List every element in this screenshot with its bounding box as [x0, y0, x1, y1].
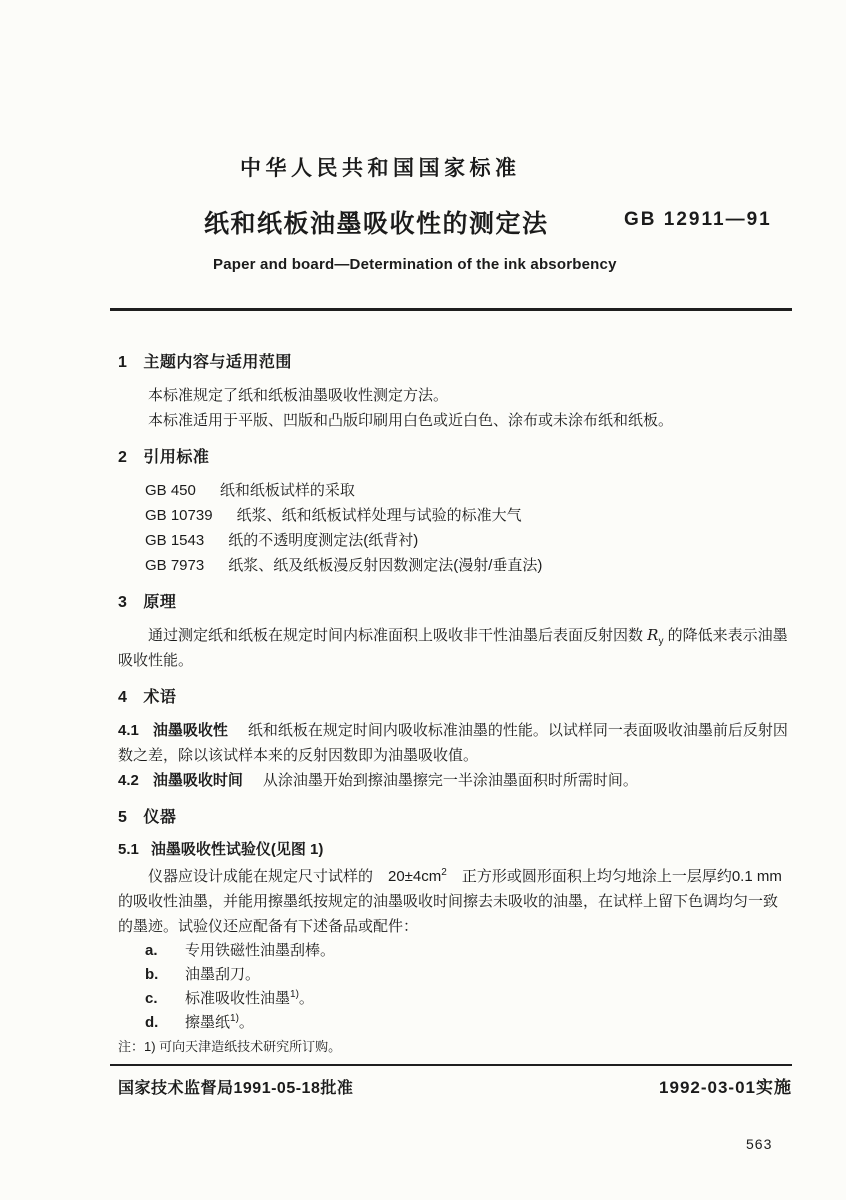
reference-code: GB 10739: [145, 507, 213, 524]
paragraph: 本标准规定了纸和纸板油墨吸收性测定方法。: [148, 387, 449, 404]
page-number: 563: [746, 1136, 773, 1152]
reference-code: GB 450: [145, 482, 196, 499]
approval-notice: 国家技术监督局1991-05-18批准: [118, 1080, 354, 1097]
footnote-marker: 1): [290, 989, 299, 1000]
list-label: a.: [145, 942, 158, 959]
footer: [110, 1073, 792, 1098]
list-text: 专用铁磁性油墨刮棒。: [185, 942, 336, 959]
paragraph: [118, 623, 792, 673]
implementation-date: 1992-03-01实施: [659, 1078, 792, 1097]
paragraph-text: 的降低来表示油墨吸收性能。: [118, 627, 788, 669]
section-number: 3: [118, 594, 128, 611]
paragraph: [118, 864, 792, 939]
reference-code: GB 7973: [145, 557, 205, 574]
term-definition: [118, 768, 792, 793]
term-name: 油墨吸收性: [152, 722, 228, 739]
reference-title: 纸的不透明度测定法(纸背衬): [228, 532, 419, 549]
list-text-tail: 。: [238, 1014, 254, 1031]
page-title: 纸和纸板油墨吸收性的测定法: [204, 210, 549, 238]
term-definition: [118, 718, 792, 768]
reference-code: GB 1543: [145, 532, 205, 549]
list-text-tail: 。: [298, 990, 314, 1007]
list-item: [118, 987, 792, 1011]
section-3-heading: [118, 592, 792, 614]
section-number: 5: [118, 809, 128, 826]
term-text: 从涂油墨开始到擦油墨擦完一半涂油墨面积时所需时间。: [262, 772, 638, 789]
header-divider: [110, 308, 792, 311]
reference-item: [118, 528, 792, 553]
symbol-subscript: y: [658, 636, 664, 647]
list-text: 油墨刮刀。: [185, 966, 261, 983]
section-title: 术语: [143, 689, 177, 706]
english-subtitle: Paper and board—Determination of the ink absorbency: [213, 256, 617, 273]
reference-title: 纸浆、纸和纸板试样处理与试验的标准大气: [236, 507, 522, 524]
section-5-heading: [118, 807, 792, 829]
list-text: 擦墨纸: [185, 1014, 231, 1031]
list-item: [118, 1011, 792, 1035]
standard-number: GB 12911—91: [624, 209, 772, 230]
list-label: c.: [145, 990, 158, 1007]
clause-title: 油墨吸收性试验仪(见图 1): [150, 841, 324, 858]
section-number: 1: [118, 354, 128, 371]
paragraph-text: 仪器应设计成能在规定尺寸试样的 20±4cm: [148, 868, 442, 885]
footnote: 注：1) 可向天津造纸技术研究所订购。: [118, 1039, 342, 1054]
footnote-marker: 1): [230, 1013, 239, 1024]
standard-authority: 中华人民共和国国家标准: [240, 157, 521, 180]
reflectance-symbol: R: [647, 626, 659, 644]
superscript: 2: [441, 867, 447, 878]
paragraph-text: 正方形或圆形面积上均匀地涂上一层厚约0.1 mm的吸收性油墨，并能用擦墨纸按规定的油墨吸收时间擦去未吸收的油墨，在试样上留下色调均匀一致的墨迹。试验仪还应配备有下述备品或配件：: [118, 868, 782, 935]
document-body: [118, 338, 792, 1057]
footer-divider: [110, 1064, 792, 1066]
clause-5-1-heading: [118, 838, 792, 862]
section-title: 仪器: [143, 809, 177, 826]
list-label: d.: [145, 1014, 159, 1031]
paragraph-text: 通过测定纸和纸板在规定时间内标准面积上吸收非干性油墨后表面反射因数: [148, 627, 648, 644]
section-4-heading: [118, 687, 792, 709]
section-title: 引用标准: [143, 449, 210, 466]
paragraph: 本标准适用于平版、凹版和凸版印刷用白色或近白色、涂布或未涂布纸和纸板。: [148, 412, 674, 429]
clause-number: 5.1: [118, 841, 139, 858]
reference-item: [118, 553, 792, 578]
list-text: 标准吸收性油墨: [185, 990, 291, 1007]
reference-item: [118, 478, 792, 503]
list-item: [118, 939, 792, 963]
list-item: [118, 963, 792, 987]
reference-title: 纸浆、纸及纸板漫反射因数测定法(漫射/垂直法): [228, 557, 543, 574]
section-title: 主题内容与适用范围: [143, 354, 292, 371]
list-label: b.: [145, 966, 159, 983]
section-2-heading: [118, 447, 792, 469]
clause-number: 4.2: [118, 772, 139, 789]
section-number: 4: [118, 689, 128, 706]
section-1-heading: [118, 352, 792, 374]
reference-title: 纸和纸板试样的采取: [219, 482, 355, 499]
section-number: 2: [118, 449, 128, 466]
clause-number: 4.1: [118, 722, 139, 739]
term-name: 油墨吸收时间: [152, 772, 243, 789]
term-text: 纸和纸板在规定时间内吸收标准油墨的性能。以试样同一表面吸收油墨前后反射因数之差，除以该试样本来的反射因数即为油墨吸收值。: [118, 722, 788, 764]
reference-item: [118, 503, 792, 528]
section-title: 原理: [143, 594, 177, 611]
